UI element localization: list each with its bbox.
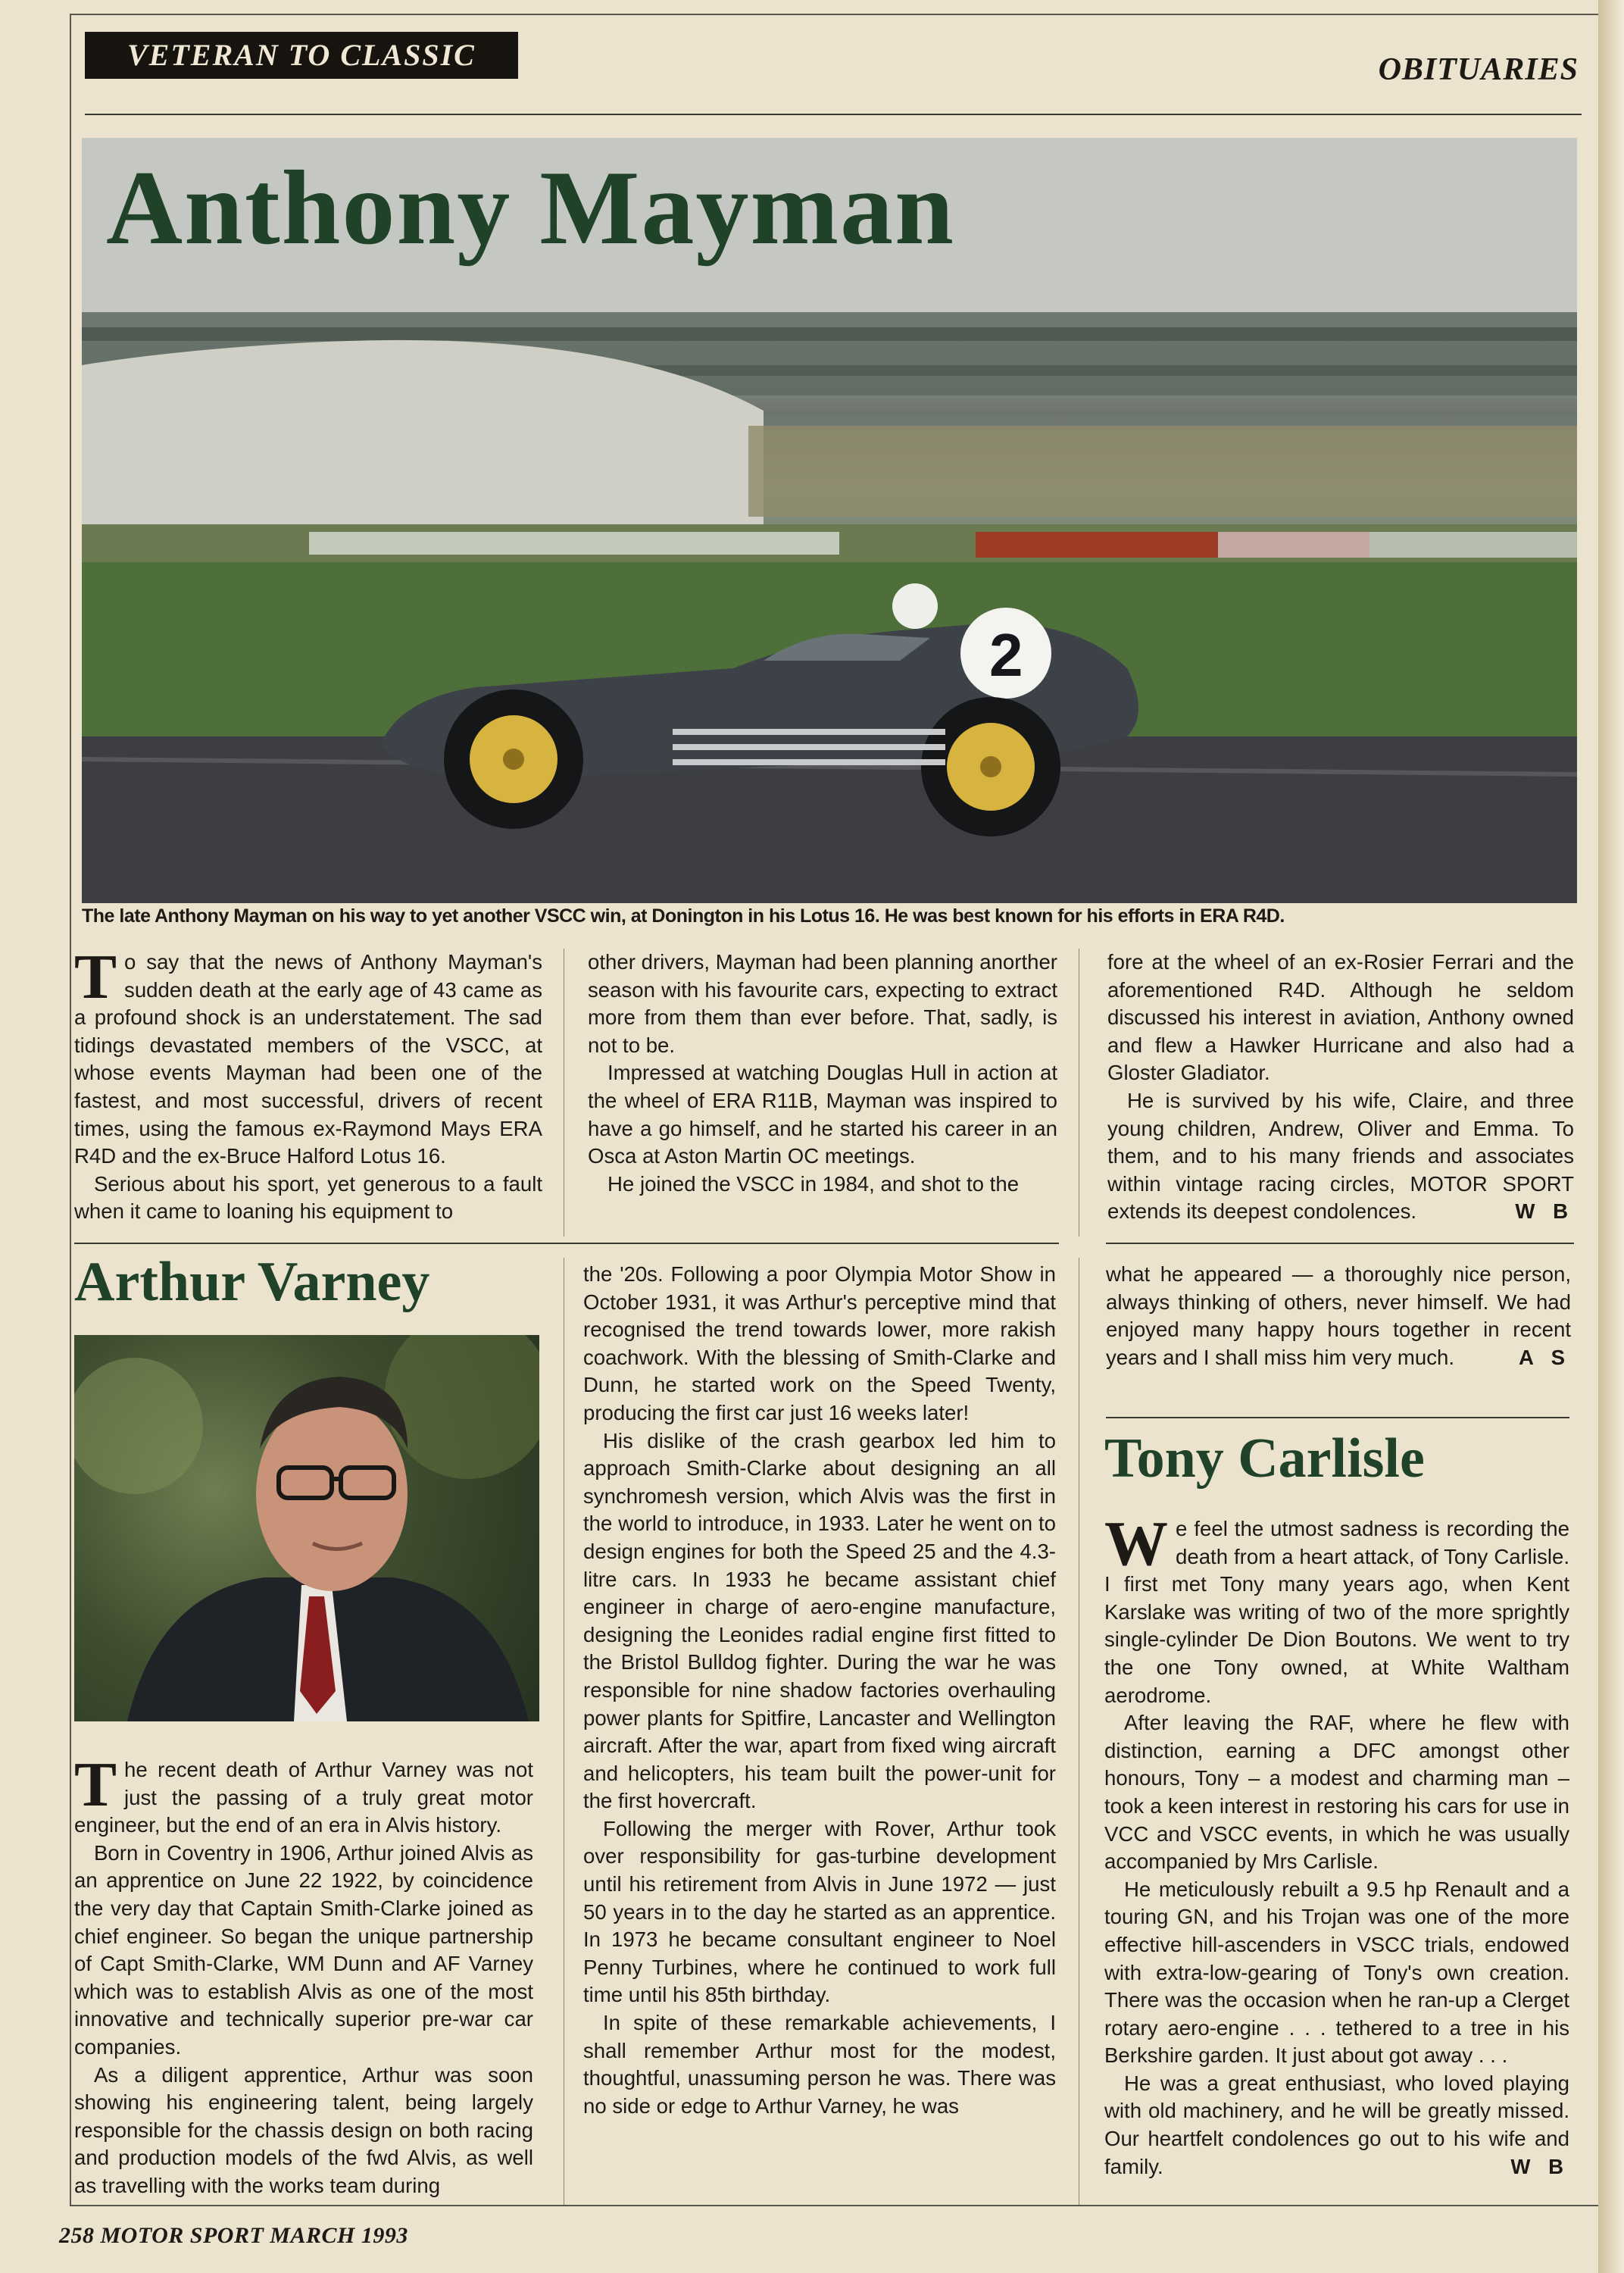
section-title: OBITUARIES [1378, 52, 1579, 87]
paragraph: After leaving the RAF, where he flew with distinction, earning a DFC amongst other honours, Tony – a modest and charming man – took a keen interest in restoring his cars for use in VCC and VSCC events, in which he was usually accompanied by Mrs Carlisle. [1104, 1711, 1569, 1874]
article2-column-1 [74, 1749, 533, 2200]
paragraph: He joined the VSCC in 1984, and shot to the [607, 1171, 1020, 1196]
dropcap: T [74, 1749, 117, 1820]
paragraph: Serious about his sport, yet generous to a fault when it came to loaning his equipment to [74, 1171, 542, 1224]
paragraph: Born in Coventry in 1906, Arthur joined Alvis as an apprentice on June 22 1922, by coincidence the very day that Captain Smith-Clarke joined as chief engineer. So began the unique partnership of Capt Smith-Clarke, WM Dunn and AF Varney which was to establish Alvis as one of the most innovative and technically superior pre-war car companies. [74, 1840, 533, 2059]
car-number: 2 [989, 621, 1023, 689]
paragraph: In spite of these remarkable achievements, I shall remember Arthur most for the modest, thoughtful, unassuming person he was. There was no side or edge to Arthur Varney, he was [583, 2011, 1056, 2118]
section-rule [74, 1243, 1059, 1244]
paragraph: other drivers, Mayman had been planning anorther season with his favourite cars, expecting to extract more from them than ever before. That, sadly, is not to be. [588, 950, 1057, 1057]
paragraph: the '20s. Following a poor Olympia Motor Show in October 1931, it was Arthur's perceptive mind that recognised the trend towards lower, more rakish coachwork. With the blessing of Smith-Clarke and Dunn, he started work on the Speed Twenty, producing the first car just 16 weeks later! [583, 1262, 1056, 1424]
page-footer: 258 MOTOR SPORT MARCH 1993 [59, 2223, 408, 2248]
paragraph: Following the merger with Rover, Arthur took over responsibility for gas-turbine development until his retirement from Alvis in June 1972 — just 50 years in to the day he started as an apprentice. In 1973 he became consultant engineer to Noel Penny Turbines, where he continued to work full time until his 85th birthday. [583, 1816, 1056, 2007]
paragraph: He meticulously rebuilt a 9.5 hp Renault and a touring GN, and his Trojan was one of the more effective hill-ascenders in VSCC trials, endowed with extra-low-gearing of Tony's own creation. There was the occasion when he ran-up a Clerget rotary aero-engine . . . tethered to a tree in his Berkshire garden. It just about got away . . . [1104, 1877, 1569, 2068]
section-tab: VETERAN TO CLASSIC [85, 32, 518, 79]
signature: W B [1515, 1199, 1574, 1224]
portrait-photo [74, 1335, 539, 1721]
dropcap: T [74, 942, 117, 1012]
paragraph: o say that the news of Anthony Mayman's sudden death at the early age of 43 came as a profound shock is an understatement. The sad tidings devastated members of the VSCC, at whose events Mayman had been one of the fastest, and most successful, drivers of recent times, using the famous ex-Raymond Mays ERA R4D and the ex-Bruce Halford Lotus 16. [74, 950, 542, 1168]
paragraph: He was a great enthusiast, who loved playing with old machinery, and he will be greatly missed. Our heartfelt condolences go out to his wife and family. W B [1104, 2070, 1569, 2181]
signature: W B [1510, 2154, 1569, 2178]
article2-column-3 [1106, 1261, 1571, 1371]
photo-caption: The late Anthony Mayman on his way to yet another VSCC win, at Donington in his Lotus 16. He was best known for his efforts in ERA R4D. [82, 905, 1285, 927]
paragraph: he recent death of Arthur Varney was not just the passing of a truly great motor engineer, but the end of an era in Alvis history. [74, 1758, 533, 1837]
article1-column-3 [1107, 949, 1574, 1226]
article1-column-2 [588, 949, 1057, 1198]
paragraph: Impressed at watching Douglas Hull in action at the wheel of ERA R11B, Mayman was inspired to have a go himself, and he started his career in an Osca at Aston Martin OC meetings. [588, 1061, 1057, 1168]
paragraph: As a diligent apprentice, Arthur was soon showing his engineering talent, being largely responsible for the chassis design on both racing and production models of the fwd Alvis, as well as travelling with the works team during [74, 2062, 533, 2197]
paragraph: e feel the utmost sadness is recording the death from a heart attack, of Tony Carlisle. I first met Tony many years ago, when Kent Karslake was writing of two of the more sprightly single-cylinder De Dion Boutons. We went to try the one Tony owned, at White Waltham aerodrome. [1104, 1517, 1569, 1707]
headline-anthony-mayman: Anthony Mayman [106, 149, 955, 267]
dropcap: W [1104, 1509, 1168, 1579]
paragraph: He is survived by his wife, Claire, and three young children, Andrew, Oliver and Emma. To them, and to his many friends and associates within vintage racing circles, MOTOR SPORT extends its deepest condolences. W B [1107, 1087, 1574, 1226]
paragraph: fore at the wheel of an ex-Rosier Ferrari and the aforementioned R4D. Although he seldom discussed his interest in aviation, Anthony owned and flew a Hawker Hurricane and also had a Gloster Gladiator. [1107, 950, 1574, 1085]
signature: A S [1519, 1345, 1571, 1369]
header-rule [85, 114, 1582, 115]
section-rule [1106, 1417, 1569, 1418]
paragraph: what he appeared — a thoroughly nice person, always thinking of others, never himself. We had enjoyed many happy hours together in recent years and I shall miss him very much. A S [1106, 1261, 1571, 1371]
article2-column-2 [583, 1261, 1056, 2120]
page-edge [1598, 0, 1624, 2273]
headline-tony-carlisle: Tony Carlisle [1104, 1427, 1425, 1490]
article3-column [1104, 1509, 1569, 2181]
article1-column-1 [74, 942, 542, 1226]
paragraph: His dislike of the crash gearbox led him to approach Smith-Clarke about designing an all synchromesh version, which Alvis was the first in the world to introduce, in 1933. Later he went on to design engines for both the Speed 25 and the 4.3-litre cars. In 1933 he became assistant chief engineer in charge of aero-engine manufacture, designing the Leonides radial engine first fitted to the Bristol Bulldog fighter. During the war he was responsible for nine shadow factories overhauling power plants for Spitfire, Lancaster and Wellington aircraft. After the war, apart from fixed wing aircraft and helicopters, his team built the power-unit for the first hovercraft. [583, 1428, 1056, 1813]
headline-arthur-varney: Arthur Varney [74, 1251, 430, 1313]
section-rule [1106, 1243, 1574, 1244]
